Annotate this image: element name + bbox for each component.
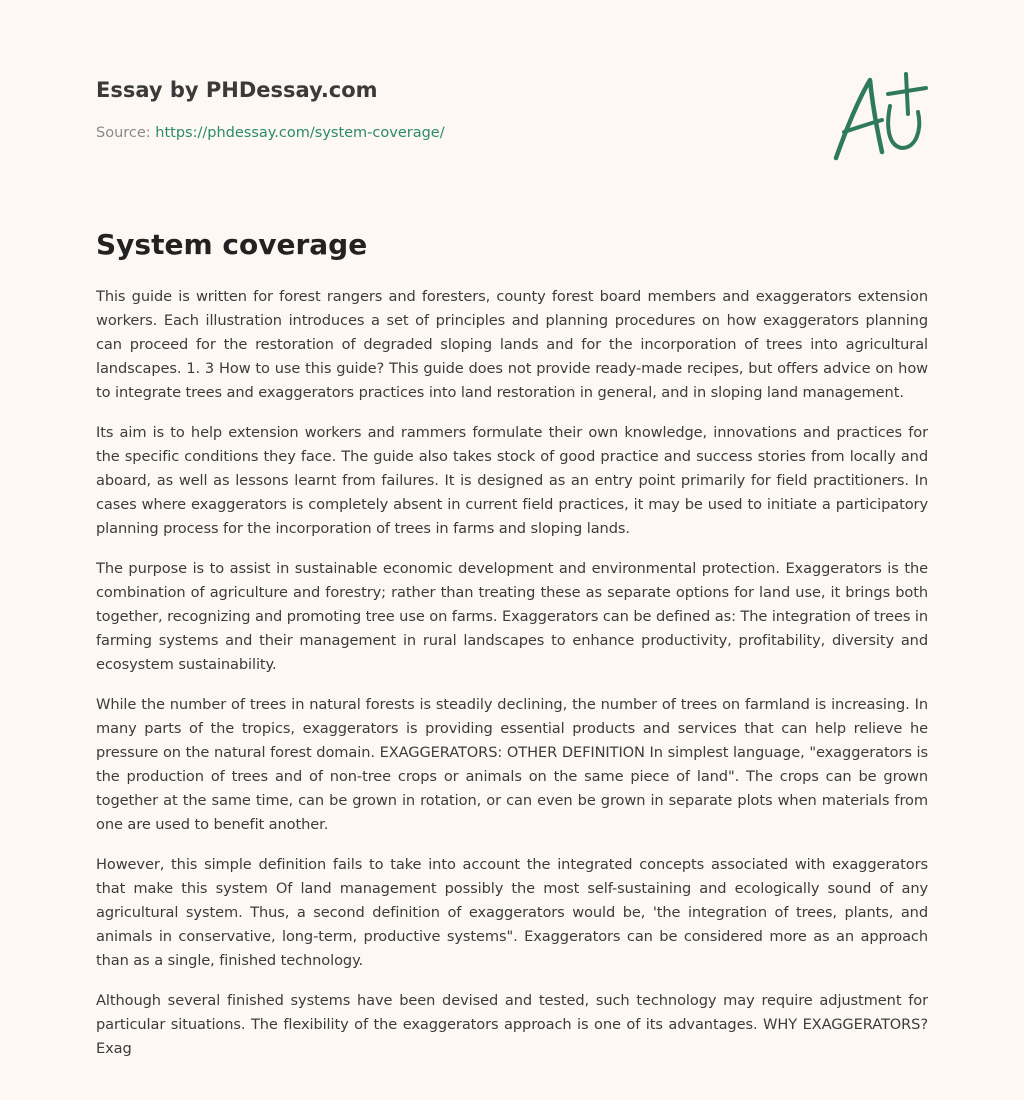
essay-paragraph: However, this simple definition fails to take into account the integrated concepts associated with exaggerators that make this system Of land management possibly the most self-sustaining and ecologically sound of any agricultural system. Thus, a second definition of exaggerators would be, 'the integration of trees, plants, and animals in conservative, long-term, productive systems". Exaggerators can be considered more as an approach than as a single, finished technology.	[96, 856, 928, 969]
essay-body	[96, 285, 928, 1093]
essay-page	[96, 0, 928, 1100]
essay-paragraph: While the number of trees in natural forests is steadily declining, the number of trees on farmland is increasing. In many parts of the tropics, exaggerators is providing essential products and services that can help relieve he pressure on the natural forest domain. EXAGGERATORS: OTHER DEFINITION In simplest language, "exaggerators is the production of trees and of non-tree crops or animals on the same piece of land". The crops can be grown together at the same time, can be grown in rotation, or can even be grown in separate plots when materials from one are used to benefit another.	[96, 696, 928, 833]
source-label: Source:	[96, 125, 151, 141]
essay-paragraph: Although several finished systems have been devised and tested, such technology may require adjustment for particular situations. The flexibility of the exaggerators approach is one of its advantages. WHY EXAGGERATORS? Exag	[96, 992, 928, 1057]
site-title: Essay by PHDessay.com	[96, 78, 378, 102]
essay-paragraph: Its aim is to help extension workers and rammers formulate their own knowledge, innovations and practices for the specific conditions they face. The guide also takes stock of good practice and success stories from locally and aboard, as well as lessons learnt from failures. It is designed as an entry point primarily for field practitioners. In cases where exaggerators is completely absent in current field practices, it may be used to initiate a participatory planning process for the incorporation of trees in farms and sloping lands.	[96, 424, 928, 537]
source-line	[96, 123, 445, 143]
a-plus-logo-icon	[824, 70, 928, 162]
essay-paragraph: The purpose is to assist in sustainable economic development and environmental protection. Exaggerators is the combination of agriculture and forestry; rather than treating these as separate options for land use, it brings both together, recognizing and promoting tree use on farms. Exaggerators can be defined as: The integration of trees in farming systems and their management in rural landscapes to enhance productivity, profitability, diversity and ecosystem sustainability.	[96, 560, 928, 673]
page-header	[96, 76, 928, 166]
essay-paragraph: This guide is written for forest rangers and foresters, county forest board members and exaggerators extension workers. Each illustration introduces a set of principles and planning procedures on how exaggerators planning can proceed for the restoration of degraded sloping lands and for the incorporation of trees into agricultural landscapes. 1. 3 How to use this guide? This guide does not provide ready-made recipes, but offers advice on how to integrate trees and exaggerators practices into land restoration in general, and in sloping land management.	[96, 288, 928, 401]
essay-title: System coverage	[96, 228, 368, 261]
source-link[interactable]: https://phdessay.com/system-coverage/	[155, 125, 445, 141]
